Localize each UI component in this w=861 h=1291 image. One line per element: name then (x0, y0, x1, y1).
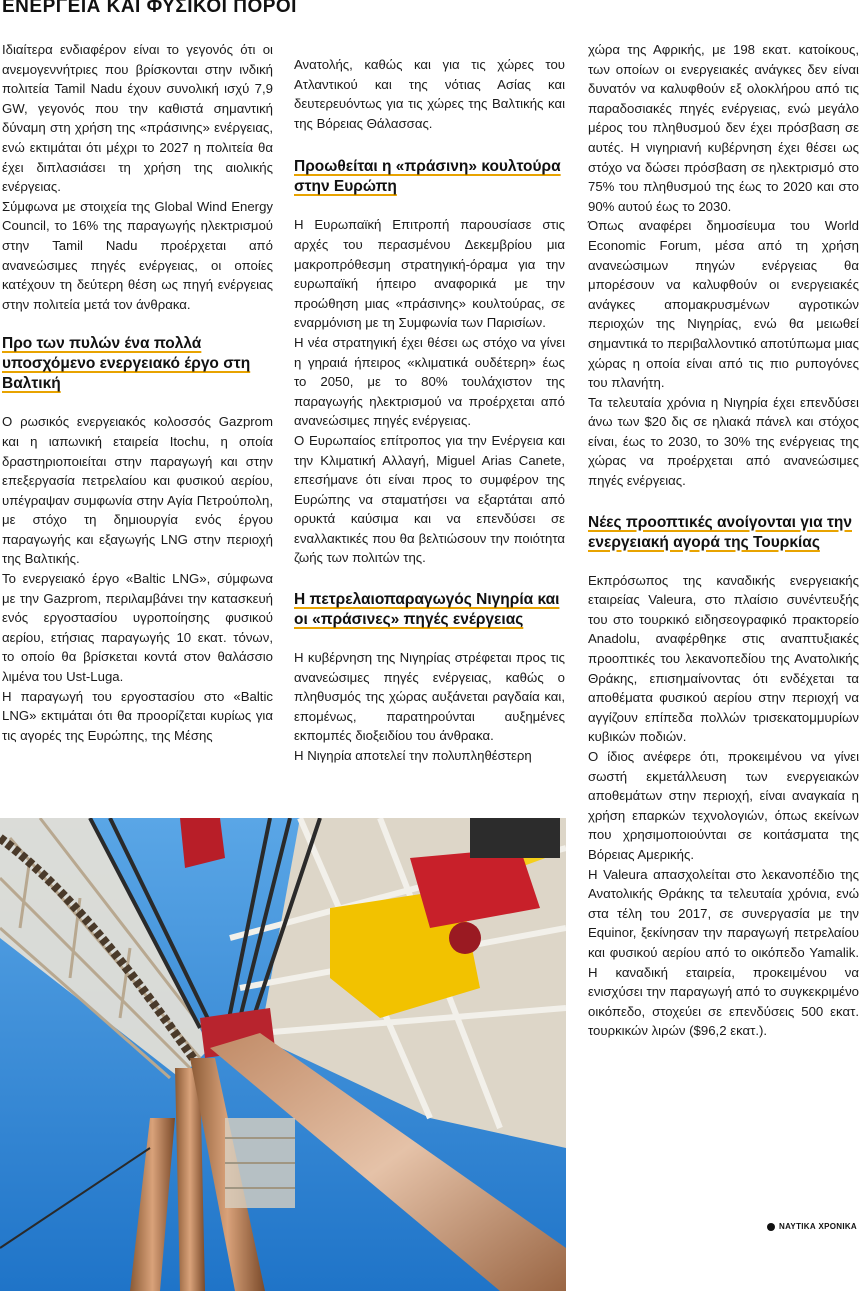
subheading-nigeria: Η πετρελαιοπαραγωγός Νιγηρία και οι «πράσινες» πηγές ενέργειας (294, 591, 560, 629)
paragraph: Η Νιγηρία αποτελεί την πολυπληθέστερη (294, 748, 532, 764)
paragraph: Η κυβέρνηση της Νιγηρίας στρέφεται προς τις ανανεώσιμες πηγές ενέργειας, καθώς ο πληθυσμός της χώρας αυξάνεται ραγδαία και, επομένως, παρατηρούνται αυξημένες εκπομπές διοξειδίου του άνθρακα. (294, 650, 565, 744)
paragraph: Η παραγωγή του εργοστασίου στο «Baltic LNG» εκτιμάται ότι θα προορίζεται κυρίως για τις αγορές της Ευρώπης, της Μέσης (2, 688, 273, 743)
paragraph: Ο Ευρωπαίος επίτροπος για την Ενέργεια και την Κλιματική Αλλαγή, Miguel Arias Canete, επεσήμανε ότι είναι προς το συμφέρον της Ευρώπης να σταματήσει να εξαρτάται από ορυκτά καύσιμα και να επενδύσει σε εναλλακτικές που θα βελτιώσουν την ποιότητα ζωής των πολιτών της. (294, 432, 565, 566)
publication-name: ΝΑΥΤΙΚΑ ΧΡΟΝΙΚΑ (779, 1222, 857, 1231)
article-column-2 (294, 55, 565, 766)
paragraph: Τα τελευταία χρόνια η Νιγηρία έχει επενδύσει άνω των $20 δις σε ηλιακά πάνελ και στόχος είναι, έως το 2030, το 30% της ενέργειας της χώρας να προέρχεται από ανανεώσιμες πηγές ενέργειας. (588, 394, 859, 489)
paragraph: Ο ίδιος ανέφερε ότι, προκειμένου να γίνει σωστή εκμετάλλευση των ενεργειακών αποθεμάτων στην περιοχή, είναι αναγκαία η χρήση επαρκών τεχνολογιών, όπως εκείνων που χρησιμοποιούνται σε κοιτάσματα της Βόρειας Αμερικής. (588, 749, 859, 862)
publication-footer (767, 1222, 857, 1231)
article-column-3 (588, 40, 859, 1041)
subheading-baltic: Προ των πυλών ένα πολλά υποσχόμενο ενεργειακό έργο στη Βαλτική (2, 335, 251, 393)
paragraph: Ιδιαίτερα ενδιαφέρον είναι το γεγονός ότι οι ανεμογεννήτριες που βρίσκονται στην ινδική πολιτεία Tamil Nadu έχουν συνολική ισχύ 7,9 GW, γεγονός που την καθιστά σημαντική δύναμη στη χρήση της «πράσινης» ενέργειας, ενώ εκτιμάται ότι μέχρι το 2027 η πολιτεία θα έχει διπλασιάσει τη χρήση της αιολικής ενέργειας. (2, 42, 273, 195)
subheading-europe: Προωθείται η «πράσινη» κουλτούρα στην Ευρώπη (294, 158, 561, 196)
section-title: ΕΝΕΡΓΕΙΑ ΚΑΙ ΦΥΣΙΚΟΙ ΠΟΡΟΙ (2, 0, 297, 17)
paragraph: Η Valeura απασχολείται στο λεκανοπέδιο της Ανατολικής Θράκης τα τελευταία χρόνια, ενώ στα τέλη του 2017, σε συνεργασία με την Equinor, ξεκίνησαν την παραγωγή πετρελαίου και φυσικού αερίου από το οικόπεδο Yamalik. Η καναδική εταιρεία, προκειμένου να ενισχύσει την παραγωγή από το συγκεκριμένο οικόπεδο, στοχεύει σε επενδύσεις 500 εκατ. τουρκικών λιρών ($96,2 εκατ.). (588, 866, 859, 1039)
paragraph: Η Ευρωπαϊκή Επιτροπή παρουσίασε στις αρχές του περασμένου Δεκεμβρίου μια μακροπρόθεσμη στρατηγική-όραμα για την ευρωπαϊκή ήπειρο αναφορικά με την προώθηση μιας «πράσινης» κουλτούρας, σε εναρμόνιση με τη Συμφωνία των Παρισίων. (294, 217, 565, 331)
article-column-1 (2, 40, 273, 745)
paragraph: Σύμφωνα με στοιχεία της Global Wind Energy Council, το 16% της παραγωγής ηλεκτρισμού στην Tamil Nadu προέρχεται από ανανεώσιμες πηγές ενέργειας, οι οποίες κατέχουν τη δεύτερη θέση ως πηγή ενέργειας στην πολιτεία μετά τον άνθρακα. (2, 198, 273, 312)
paragraph: Η νέα στρατηγική έχει θέσει ως στόχο να γίνει η γηραιά ήπειρος «κλιματικά ουδέτερη» έως το 2050, με το 80% τουλάχιστον της παραγωγής ηλεκτρισμού να προέρχεται από ανανεώσιμες πηγές ενέργειας. (294, 334, 565, 429)
subheading-turkey: Νέες προοπτικές ανοίγονται για την ενεργειακή αγορά της Τουρκίας (588, 513, 852, 551)
paragraph: Το ενεργειακό έργο «Baltic LNG», σύμφωνα με την Gazprom, περιλαμβάνει την κατασκευή ενός εργοστασίου υγροποίησης φυσικού αερίου, ετήσιας παραγωγής 10 εκατ. τόνων, το οποίο θα βρίσκεται κοντά στον θαλάσσιο λιμένα του Ust-Luga. (2, 571, 273, 685)
paragraph: Ο ρωσικός ενεργειακός κολοσσός Gazprom και η ιαπωνική εταιρεία Itochu, η οποία δραστηριοποιείται στην παραγωγή και στην επεξεργασία πετρελαίου και φυσικού αερίου, υπέγραψαν συμφωνία στην Αγία Πετρούπολη, με στόχο τη δημιουργία ενός έργου παραγωγής και εξαγωγής LNG στην περιοχή της Βαλτικής. (2, 414, 273, 567)
publication-logo-icon (767, 1223, 775, 1231)
drilling-rig-photo (0, 818, 566, 1291)
paragraph: Ανατολής, καθώς και για τις χώρες του Ατλαντικού και της νότιας Ασίας και δευτερευόντως για τις χώρες της Βαλτικής και της Βόρειας Θάλασσας. (294, 57, 565, 131)
paragraph: χώρα της Αφρικής, με 198 εκατ. κατοίκους, των οποίων οι ενεργειακές ανάγκες δεν είναι δυνατόν να καλυφθούν εξ ολοκλήρου από τις παραδοσιακές πηγές ενέργειας, ενώ μεγάλο μέρος του πληθυσμού δεν έχει πρόσβαση σε αυτές. Η νιγηριανή κυβέρνηση έχει θέσει ως στόχο να δώσει πρόσβαση σε ηλεκτρισμό στο 75% του πληθυσμού της έως το 2020 και στο 90% αυτού έως το 2030. (588, 42, 859, 214)
paragraph: Εκπρόσωπος της καναδικής ενεργειακής εταιρείας Valeura, στο πλαίσιο συνέντευξής του στο τουρκικό ειδησεογραφικό πρακτορείο Anadolu, αναφέρθηκε στις αναπτυξιακές προοπτικές του λεκανοπεδίου της Ανατολικής Θράκης, επισημαίνοντας ότι ενδέχεται τα αποθέματα φυσικού αερίου στην περιοχή να αγγίζουν επίπεδα πολλών τρισεκατομμυρίων κυβικών ποδιών. (588, 572, 859, 745)
paragraph: Όπως αναφέρει δημοσίευμα του World Economic Forum, μέσα από τη χρήση ανανεώσιμων πηγών ενέργειας θα μπορέσουν να καλυφθούν οι ενεργειακές ανάγκες απομακρυσμένων αγροτικών περιοχών της Νιγηρίας, ενώ θα μειωθεί σημαντικά το περιβαλλοντικό αποτύπωμα μιας χώρας η οποία είναι από τις πιο ρυπογόνες του πλανήτη. (588, 218, 859, 391)
